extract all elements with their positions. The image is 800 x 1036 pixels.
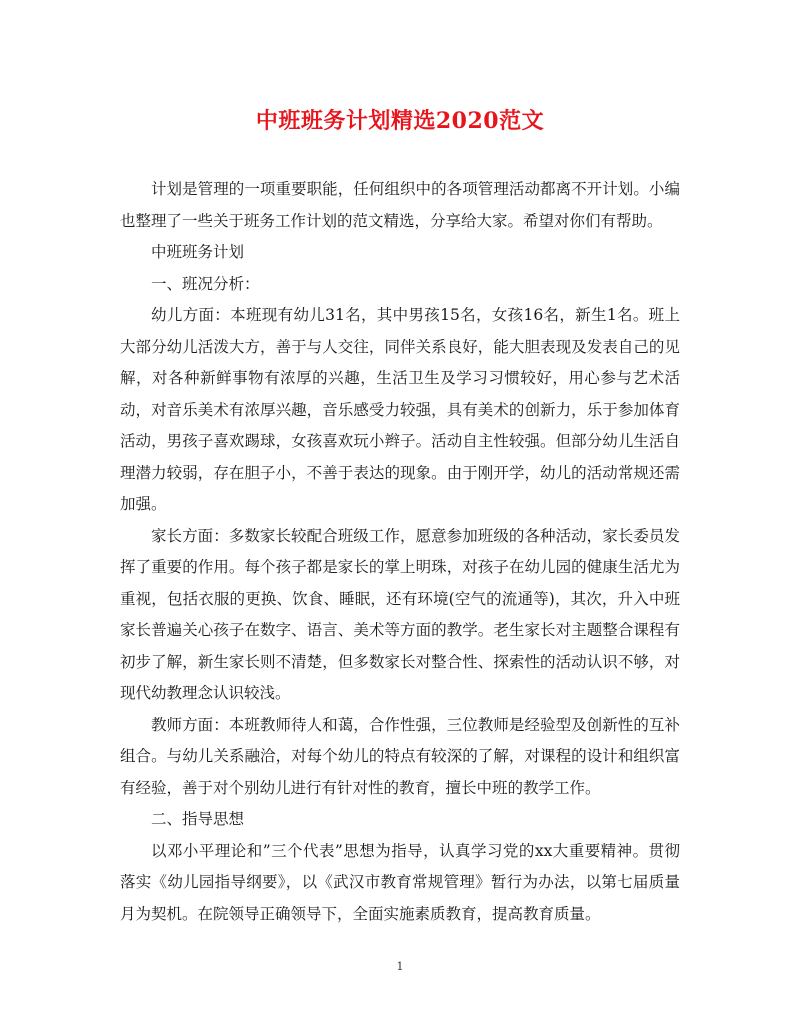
heading-guiding-thought: 二、指导思想 [151, 810, 245, 828]
paragraph-guiding: 以邓小平理论和”三个代表”思想为指导，认真学习党的xx大重要精神。贯彻落实《幼儿园指导纲要》，以《武汉市教育常规管理》暂行为办法，以第七届质量月为契机。在院领导正确领导下，全面实施素质教育，提高教育质量。 [120, 841, 680, 923]
page-number: 1 [396, 960, 404, 973]
document-title: 中班班务计划精选2020范文 [255, 108, 545, 134]
heading-class-analysis: 一、班况分析： [151, 274, 260, 293]
intro-paragraph: 计划是管理的一项重要职能，任何组织中的各项管理活动都离不开计划。小编也整理了一些关于班务工作计划的范文精选，分享给大家。希望对你们有帮助。 [120, 180, 680, 230]
paragraph-children: 幼儿方面：本班现有幼儿31名，其中男孩15名，女孩16名，新生1名。班上大部分幼儿活泼大方，善于与人交往，同伴关系良好，能大胆表现及发表自己的见解，对各种新鲜事物有浓厚的兴趣，生活卫生及学习习惯较好，用心参与艺术活动，对音乐美术有浓厚兴趣，音乐感受力较强，具有美术的创新力，乐于参加体育活动，男孩子喜欢踢球，女孩喜欢玩小辫子。活动自主性较强。但部分幼儿生活自理潜力较弱，存在胆子小，不善于表达的现象。由于刚开学，幼儿的活动常规还需加强。 [120, 306, 680, 513]
section-title: 中班班务计划 [151, 243, 245, 261]
paragraph-parents: 家长方面：多数家长较配合班级工作，愿意参加班级的各种活动，家长委员发挥了重要的作用。每个孩子都是家长的掌上明珠，对孩子在幼儿园的健康生活尤为重视，包括衣服的更换、饮食、睡眠，还有环境(空气的流通等)，其次，升入中班家长普遍关心孩子在数字、语言、美术等方面的教学。老生家长对主题整合课程有初步了解，新生家长则不清楚，但多数家长对整合性、探索性的活动认识不够，对现代幼教理念认识较浅。 [120, 526, 680, 702]
document-body [120, 174, 680, 930]
paragraph-teachers: 教师方面：本班教师待人和蔼，合作性强，三位教师是经验型及创新性的互补组合。与幼儿关系融洽，对每个幼儿的特点有较深的了解，对课程的设计和组织富有经验，善于对个别幼儿进行有针对性的教育，擅长中班的教学工作。 [120, 715, 680, 797]
